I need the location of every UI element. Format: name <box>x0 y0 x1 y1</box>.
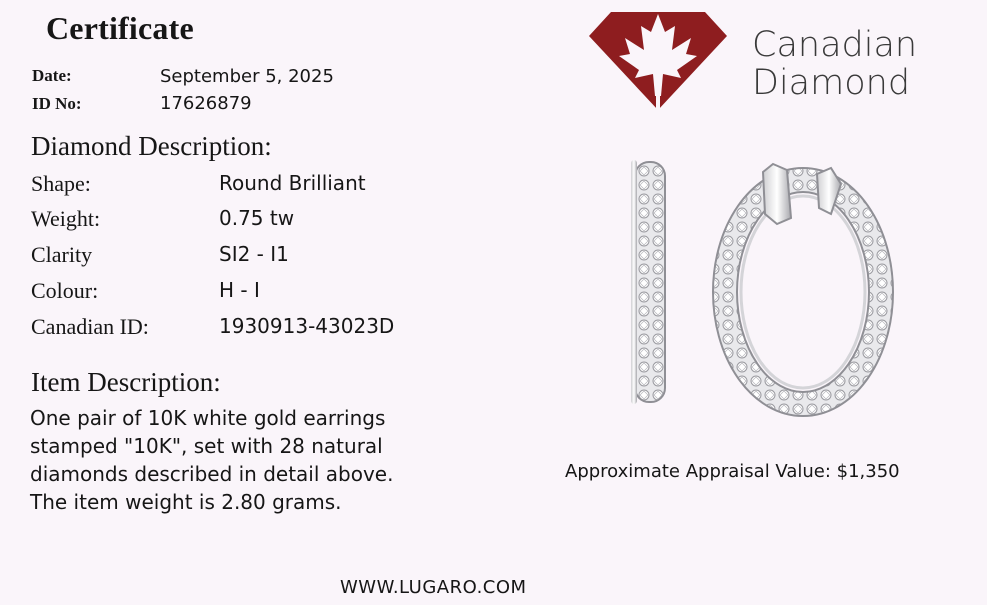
appraisal-value: Approximate Appraisal Value: $1,350 <box>565 461 900 482</box>
canadian-id-label: Canadian ID: <box>31 314 149 339</box>
brand-name <box>752 26 917 102</box>
earrings-image <box>595 150 915 420</box>
brand-line-2: Diamond <box>752 63 911 103</box>
id-label: ID No: <box>32 94 82 113</box>
date-value: September 5, 2025 <box>160 66 334 87</box>
clarity-value: SI2 - I1 <box>219 242 289 266</box>
canadian-diamond-logo <box>585 6 731 116</box>
clarity-label: Clarity <box>31 242 93 267</box>
shape-label: Shape: <box>31 171 91 196</box>
brand-line-1: Canadian <box>752 25 918 65</box>
canadian-id-value: 1930913-43023D <box>219 314 395 338</box>
weight-value: 0.75 tw <box>219 206 295 230</box>
colour-label: Colour: <box>31 278 99 303</box>
item-description-heading: Item Description: <box>31 367 221 397</box>
weight-label: Weight: <box>31 206 101 231</box>
item-description-line: One pair of 10K white gold earrings <box>30 406 386 430</box>
shape-value: Round Brilliant <box>219 171 366 195</box>
item-description-line: diamonds described in detail above. <box>30 462 394 486</box>
id-value: 17626879 <box>160 93 252 114</box>
diamond-description-heading: Diamond Description: <box>31 131 272 161</box>
item-description-text <box>30 404 470 516</box>
certificate-title: Certificate <box>46 10 194 46</box>
colour-value: H - I <box>219 278 260 302</box>
item-description-line: stamped "10K", set with 28 natural <box>30 434 383 458</box>
website-link[interactable]: WWW.LUGARO.COM <box>340 577 527 598</box>
item-description-line: The item weight is 2.80 grams. <box>30 490 342 514</box>
date-label: Date: <box>32 66 72 85</box>
